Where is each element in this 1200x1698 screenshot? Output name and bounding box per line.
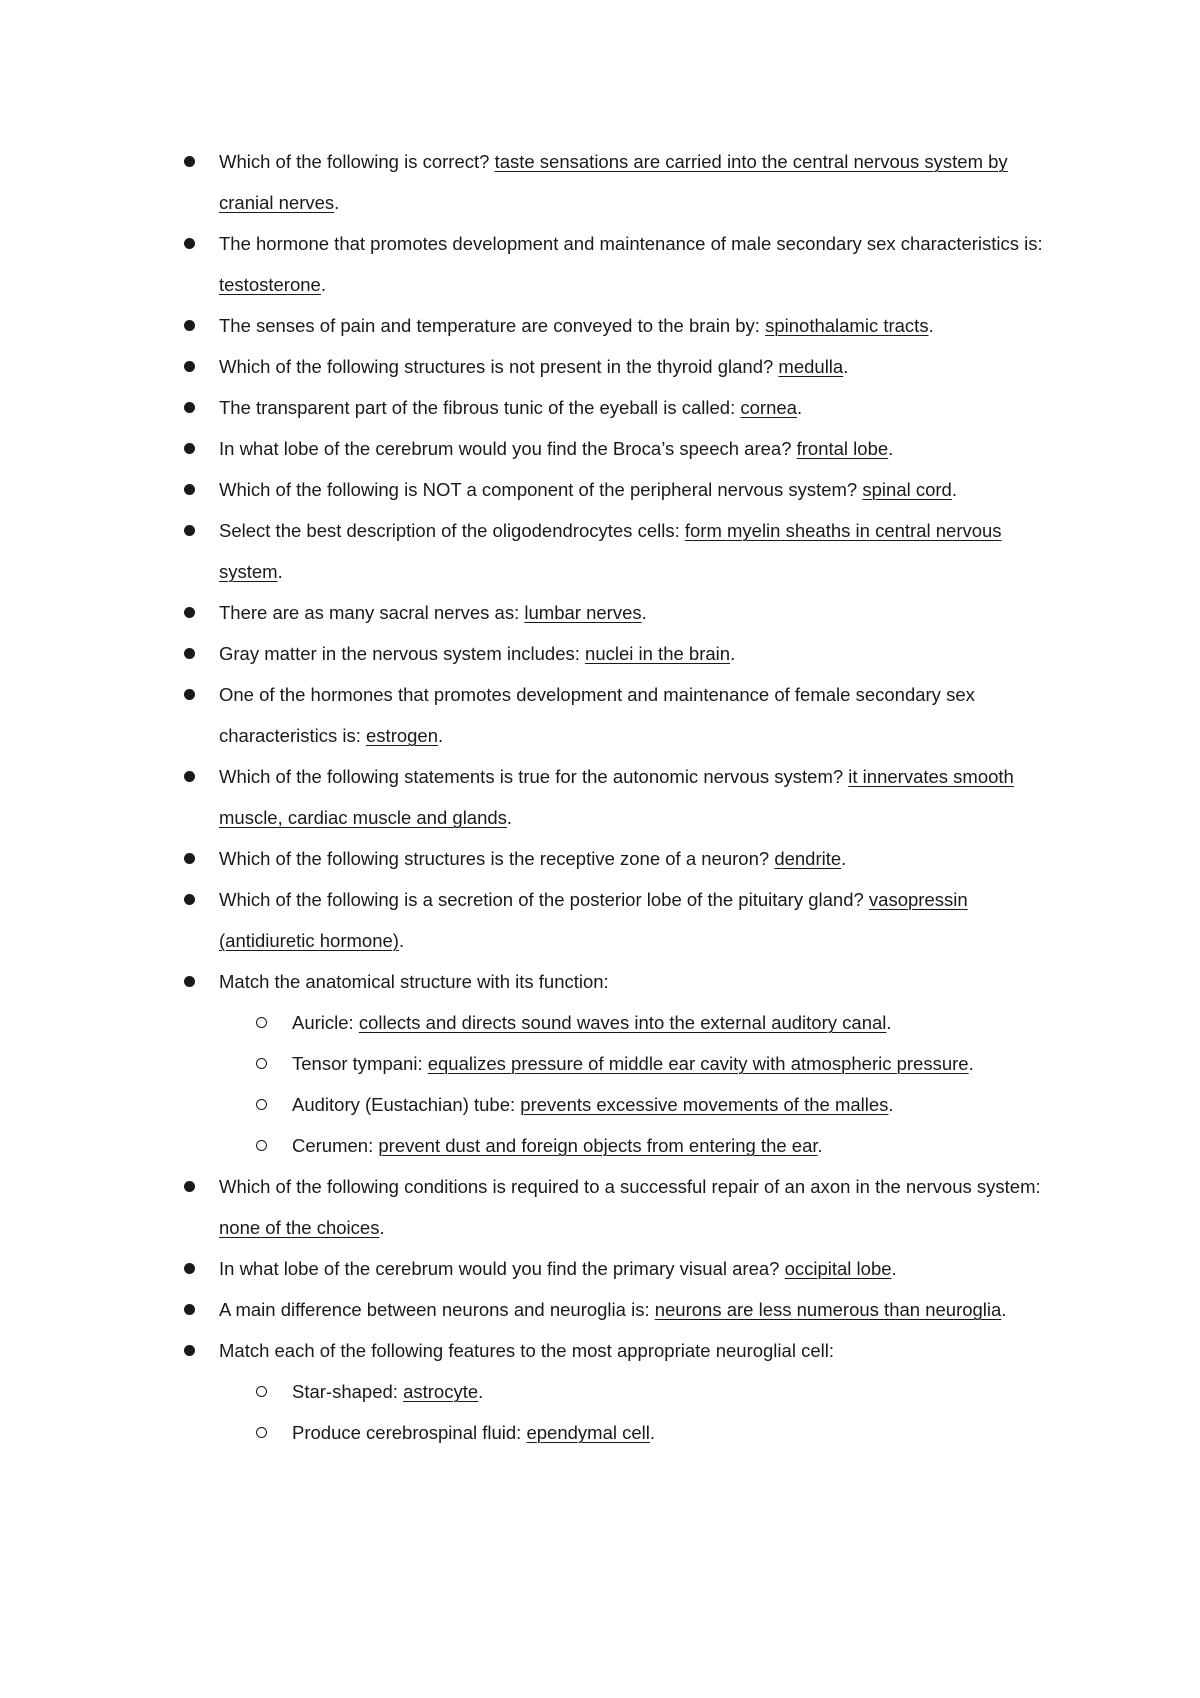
- answer-text: equalizes pressure of middle ear cavity with atmospheric pressure: [427, 1053, 969, 1074]
- list-item: [0, 346, 1200, 387]
- answer-text: testosterone: [219, 274, 321, 295]
- end-punctuation: .: [888, 438, 894, 459]
- answer-text: frontal lobe: [796, 438, 889, 459]
- bullet-icon: [184, 689, 195, 700]
- hollow-bullet-icon: [256, 1427, 267, 1438]
- answer-text: form myelin sheaths in central nervous system: [219, 520, 1002, 582]
- end-punctuation: .: [928, 315, 934, 336]
- hollow-bullet-icon: [256, 1017, 267, 1028]
- bullet-icon: [184, 648, 195, 659]
- bullet-icon: [184, 1304, 195, 1315]
- end-punctuation: .: [506, 807, 513, 828]
- list-item: [0, 428, 1200, 469]
- question-text: Which of the following structures is not present in the thyroid gland?: [219, 356, 779, 377]
- end-punctuation: .: [641, 602, 647, 623]
- question-text: Tensor tympani:: [292, 1053, 428, 1074]
- bullet-icon: [184, 1181, 195, 1192]
- bullet-icon: [184, 525, 195, 536]
- answer-text: dendrite: [774, 848, 842, 869]
- answer-text: taste sensations are carried into the central nervous system by cranial nerves: [219, 151, 1008, 213]
- question-text: Which of the following statements is true for the autonomic nervous system?: [219, 766, 849, 787]
- list-item: [0, 1166, 1200, 1248]
- answer-text: it innervates smooth muscle, cardiac muscle and glands: [219, 766, 1014, 828]
- bullet-icon: [184, 484, 195, 495]
- question-text: Select the best description of the oligodendrocytes cells:: [219, 520, 685, 541]
- answer-text: prevent dust and foreign objects from entering the ear: [378, 1135, 818, 1156]
- bullet-icon: [184, 976, 195, 987]
- answer-text: nuclei in the brain: [585, 643, 731, 664]
- answer-text: occipital lobe: [784, 1258, 892, 1279]
- end-punctuation: .: [320, 274, 326, 295]
- sub-list-item: [0, 1043, 1200, 1084]
- question-text: Produce cerebrospinal fluid:: [292, 1422, 527, 1443]
- list-item: [0, 674, 1200, 756]
- bullet-icon: [184, 402, 195, 413]
- sub-list-item: [0, 1412, 1200, 1453]
- sub-list-item: [0, 1002, 1200, 1043]
- question-answer-list: [0, 141, 1200, 1453]
- bullet-icon: [184, 1263, 195, 1274]
- end-punctuation: .: [277, 561, 283, 582]
- end-punctuation: .: [841, 848, 847, 869]
- question-text: The hormone that promotes development and maintenance of male secondary sex characteristics is:: [219, 233, 1043, 254]
- list-item: [0, 756, 1200, 838]
- question-text: Match the anatomical structure with its function:: [219, 971, 609, 992]
- bullet-icon: [184, 853, 195, 864]
- question-text: Star-shaped:: [292, 1381, 404, 1402]
- question-text: Which of the following is a secretion of the posterior lobe of the pituitary gland?: [219, 889, 869, 910]
- question-text: The senses of pain and temperature are conveyed to the brain by:: [219, 315, 766, 336]
- bullet-icon: [184, 156, 195, 167]
- sub-list-item: [0, 1084, 1200, 1125]
- answer-text: astrocyte: [403, 1381, 479, 1402]
- list-item: [0, 387, 1200, 428]
- question-text: Cerumen:: [292, 1135, 379, 1156]
- bullet-icon: [184, 238, 195, 249]
- list-item: [0, 223, 1200, 305]
- list-item: [0, 1289, 1200, 1330]
- question-text: One of the hormones that promotes development and maintenance of female secondary sex characteristics is:: [219, 684, 975, 746]
- end-punctuation: .: [891, 1258, 897, 1279]
- end-punctuation: .: [730, 643, 736, 664]
- list-item: [0, 305, 1200, 346]
- answer-text: estrogen: [366, 725, 439, 746]
- end-punctuation: .: [843, 356, 849, 377]
- end-punctuation: .: [951, 479, 957, 500]
- end-punctuation: .: [478, 1381, 484, 1402]
- answer-text: ependymal cell: [526, 1422, 650, 1443]
- answer-text: none of the choices: [219, 1217, 380, 1238]
- list-item: [0, 838, 1200, 879]
- list-item: [0, 633, 1200, 674]
- answer-text: prevents excessive movements of the malles: [520, 1094, 889, 1115]
- list-item: [0, 510, 1200, 592]
- list-item: [0, 141, 1200, 223]
- question-text: In what lobe of the cerebrum would you find the Broca’s speech area?: [219, 438, 797, 459]
- sub-list-item: [0, 1371, 1200, 1412]
- end-punctuation: .: [334, 192, 340, 213]
- bullet-icon: [184, 607, 195, 618]
- end-punctuation: .: [886, 1012, 892, 1033]
- bullet-icon: [184, 1345, 195, 1356]
- list-item: [0, 1330, 1200, 1371]
- end-punctuation: .: [817, 1135, 823, 1156]
- bullet-icon: [184, 894, 195, 905]
- question-text: Auricle:: [292, 1012, 359, 1033]
- end-punctuation: .: [888, 1094, 894, 1115]
- question-text: Which of the following conditions is required to a successful repair of an axon in the nervous system:: [219, 1176, 1041, 1197]
- hollow-bullet-icon: [256, 1099, 267, 1110]
- question-text: Which of the following is NOT a component of the peripheral nervous system?: [219, 479, 863, 500]
- bullet-icon: [184, 443, 195, 454]
- hollow-bullet-icon: [256, 1140, 267, 1151]
- bullet-icon: [184, 771, 195, 782]
- list-item: [0, 592, 1200, 633]
- hollow-bullet-icon: [256, 1058, 267, 1069]
- answer-text: vasopressin (antidiuretic hormone): [219, 889, 968, 951]
- hollow-bullet-icon: [256, 1386, 267, 1397]
- end-punctuation: .: [649, 1422, 656, 1443]
- question-text: There are as many sacral nerves as:: [219, 602, 525, 623]
- question-text: Gray matter in the nervous system includes:: [219, 643, 586, 664]
- answer-text: cornea: [740, 397, 797, 418]
- list-item: [0, 469, 1200, 510]
- answer-text: collects and directs sound waves into the external auditory canal: [358, 1012, 887, 1033]
- question-text: Which of the following is correct?: [219, 151, 495, 172]
- answer-text: lumbar nerves: [524, 602, 642, 623]
- end-punctuation: .: [796, 397, 803, 418]
- question-text: Which of the following structures is the receptive zone of a neuron?: [219, 848, 775, 869]
- list-item: [0, 961, 1200, 1002]
- sub-list-item: [0, 1125, 1200, 1166]
- answer-text: spinal cord: [862, 479, 952, 500]
- end-punctuation: .: [968, 1053, 974, 1074]
- end-punctuation: .: [379, 1217, 385, 1238]
- question-text: The transparent part of the fibrous tunic of the eyeball is called:: [219, 397, 741, 418]
- list-item: [0, 879, 1200, 961]
- question-text: A main difference between neurons and neuroglia is:: [219, 1299, 655, 1320]
- question-text: Match each of the following features to the most appropriate neuroglial cell:: [219, 1340, 834, 1361]
- answer-text: spinothalamic tracts: [765, 315, 929, 336]
- end-punctuation: .: [398, 930, 405, 951]
- answer-text: neurons are less numerous than neuroglia: [654, 1299, 1002, 1320]
- list-item: [0, 1248, 1200, 1289]
- end-punctuation: .: [438, 725, 444, 746]
- question-text: Auditory (Eustachian) tube:: [292, 1094, 521, 1115]
- answer-text: medulla: [778, 356, 844, 377]
- question-text: In what lobe of the cerebrum would you find the primary visual area?: [219, 1258, 785, 1279]
- bullet-icon: [184, 320, 195, 331]
- end-punctuation: .: [1001, 1299, 1007, 1320]
- bullet-icon: [184, 361, 195, 372]
